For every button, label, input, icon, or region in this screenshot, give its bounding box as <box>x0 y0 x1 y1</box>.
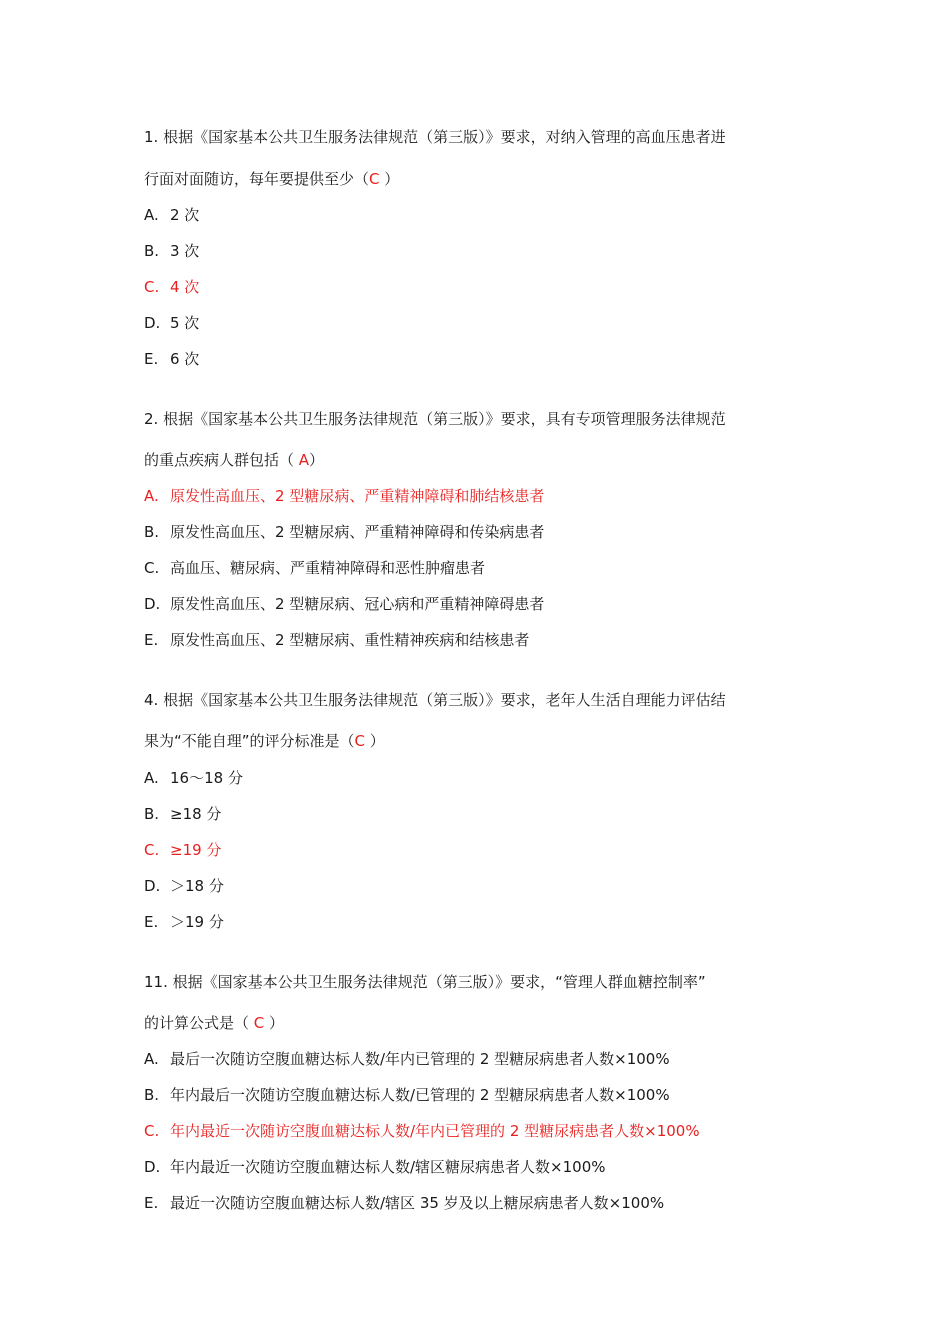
question-4-option-d <box>144 876 224 896</box>
question-11-option-a <box>144 1049 670 1069</box>
question-1-option-e <box>144 349 199 369</box>
question-4-stem-line2 <box>144 731 385 751</box>
question-1-stem-close: ） <box>379 170 400 188</box>
option-letter: E. <box>144 913 159 931</box>
option-text: ≥18 分 <box>170 805 222 823</box>
question-11-answer: C <box>253 1014 265 1032</box>
question-4-option-c-correct <box>144 840 221 860</box>
question-1-option-c-correct <box>144 277 199 297</box>
question-4-option-b <box>144 804 221 824</box>
question-4-answer: C <box>354 732 366 750</box>
option-text: ≥19 分 <box>170 841 222 859</box>
question-1-stem-text: 行面对面随访，每年要提供至少（ <box>144 170 370 188</box>
question-4-stem-line1: 4. 根据《国家基本公共卫生服务法律规范（第三版）》要求，老年人生活自理能力评估结 <box>144 691 726 709</box>
option-text: 4 次 <box>170 278 200 296</box>
question-2-stem-line1: 2. 根据《国家基本公共卫生服务法律规范（第三版）》要求，具有专项管理服务法律规范 <box>144 410 726 428</box>
option-letter: E. <box>144 350 159 368</box>
option-letter: A. <box>144 1050 159 1068</box>
question-2-stem-close: ） <box>309 451 325 469</box>
option-text: 16～18 分 <box>170 769 243 787</box>
option-text: 年内最近一次随访空腹血糖达标人数/辖区糖尿病患者人数×100% <box>170 1158 606 1176</box>
option-text: 5 次 <box>170 314 200 332</box>
question-1-answer: C <box>369 170 380 188</box>
question-11-stem-line2 <box>144 1013 284 1033</box>
option-letter: D. <box>144 314 161 332</box>
option-letter: C. <box>144 1122 160 1140</box>
option-letter: E. <box>144 1194 159 1212</box>
question-11-option-c-correct <box>144 1121 700 1141</box>
option-letter: B. <box>144 523 160 541</box>
question-1-option-b <box>144 241 199 261</box>
question-11-option-b <box>144 1085 670 1105</box>
question-2-option-b <box>144 522 544 542</box>
option-letter: C. <box>144 278 160 296</box>
question-4-stem-text: 果为“不能自理”的评分标准是（ <box>144 732 355 750</box>
question-11-stem-close: ） <box>264 1014 285 1032</box>
option-letter: D. <box>144 877 161 895</box>
question-1-option-a <box>144 205 199 225</box>
question-2-stem-line2 <box>144 450 324 470</box>
option-letter: D. <box>144 1158 161 1176</box>
question-2-option-a-correct <box>144 486 544 506</box>
option-letter: A. <box>144 206 159 224</box>
question-1-stem-line1: 1. 根据《国家基本公共卫生服务法律规范（第三版）》要求，对纳入管理的高血压患者进 <box>144 128 726 146</box>
question-4-stem-close: ） <box>365 732 385 750</box>
option-text: ＞18 分 <box>170 877 224 895</box>
option-letter: C. <box>144 841 160 859</box>
option-letter: D. <box>144 595 161 613</box>
option-text: 原发性高血压、2 型糖尿病、严重精神障碍和肺结核患者 <box>170 487 545 505</box>
question-4-option-a <box>144 768 243 788</box>
option-text: 最后一次随访空腹血糖达标人数/年内已管理的 2 型糖尿病患者人数×100% <box>170 1050 670 1068</box>
question-4-option-e <box>144 912 224 932</box>
option-text: 原发性高血压、2 型糖尿病、严重精神障碍和传染病患者 <box>170 523 545 541</box>
option-letter: E. <box>144 631 159 649</box>
option-text: 6 次 <box>170 350 200 368</box>
question-2-option-d <box>144 594 544 614</box>
option-letter: B. <box>144 242 160 260</box>
question-2-answer: A <box>298 451 310 469</box>
option-text: ＞19 分 <box>170 913 224 931</box>
option-text: 最近一次随访空腹血糖达标人数/辖区 35 岁及以上糖尿病患者人数×100% <box>170 1194 665 1212</box>
option-text: 年内最后一次随访空腹血糖达标人数/已管理的 2 型糖尿病患者人数×100% <box>170 1086 670 1104</box>
option-text: 3 次 <box>170 242 200 260</box>
question-2-stem-text: 的重点疾病人群包括（ <box>144 451 299 469</box>
question-2-option-c <box>144 558 485 578</box>
option-letter: A. <box>144 487 159 505</box>
question-11-option-e <box>144 1193 664 1213</box>
question-1-stem-line2 <box>144 169 399 189</box>
option-letter: B. <box>144 1086 160 1104</box>
option-text: 高血压、糖尿病、严重精神障碍和恶性肿瘤患者 <box>170 559 486 577</box>
option-text: 原发性高血压、2 型糖尿病、重性精神疾病和结核患者 <box>170 631 530 649</box>
question-1-option-d <box>144 313 199 333</box>
option-text: 原发性高血压、2 型糖尿病、冠心病和严重精神障碍患者 <box>170 595 545 613</box>
question-11-option-d <box>144 1157 606 1177</box>
option-letter: B. <box>144 805 160 823</box>
question-11-stem-line1: 11. 根据《国家基本公共卫生服务法律规范（第三版）》要求，“管理人群血糖控制率” <box>144 973 706 991</box>
option-text: 年内最近一次随访空腹血糖达标人数/年内已管理的 2 型糖尿病患者人数×100% <box>170 1122 700 1140</box>
question-11-stem-text: 的计算公式是（ <box>144 1014 254 1032</box>
option-text: 2 次 <box>170 206 200 224</box>
option-letter: C. <box>144 559 160 577</box>
question-2-option-e <box>144 630 529 650</box>
option-letter: A. <box>144 769 159 787</box>
